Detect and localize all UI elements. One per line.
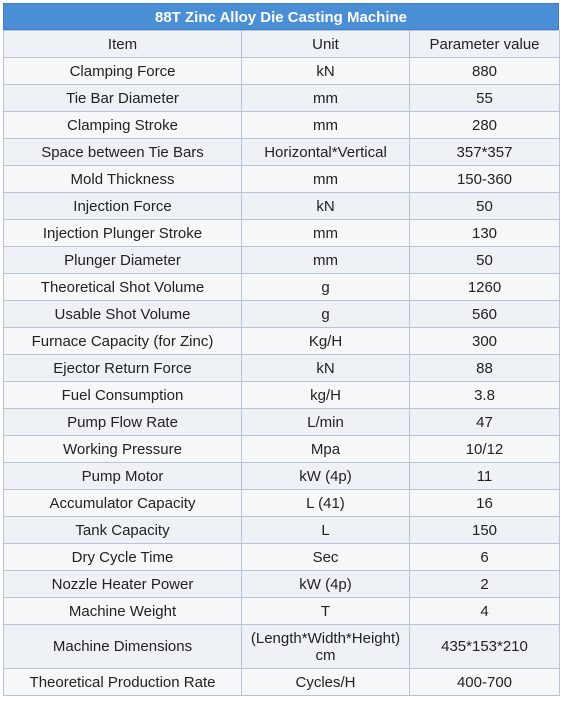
cell-item: Machine Dimensions [4, 625, 242, 669]
table-row [4, 355, 560, 382]
cell-item: Space between Tie Bars [4, 139, 242, 166]
cell-unit: mm [242, 85, 410, 112]
cell-value: 11 [410, 463, 560, 490]
header-value: Parameter value [410, 31, 560, 58]
cell-item: Clamping Stroke [4, 112, 242, 139]
cell-unit: kg/H [242, 382, 410, 409]
cell-unit: mm [242, 112, 410, 139]
cell-item: Working Pressure [4, 436, 242, 463]
table-row [4, 490, 560, 517]
cell-item: Injection Force [4, 193, 242, 220]
cell-value: 55 [410, 85, 560, 112]
table-row [4, 409, 560, 436]
cell-value: 1260 [410, 274, 560, 301]
cell-value: 150 [410, 517, 560, 544]
cell-unit: g [242, 301, 410, 328]
table-row [4, 517, 560, 544]
cell-value: 435*153*210 [410, 625, 560, 669]
table-row [4, 544, 560, 571]
cell-unit: kW (4p) [242, 463, 410, 490]
table-row [4, 571, 560, 598]
table-row [4, 139, 560, 166]
cell-unit: Kg/H [242, 328, 410, 355]
spec-table [3, 30, 560, 696]
cell-item: Plunger Diameter [4, 247, 242, 274]
cell-item: Tie Bar Diameter [4, 85, 242, 112]
table-title: 88T Zinc Alloy Die Casting Machine [3, 3, 559, 30]
table-row [4, 220, 560, 247]
cell-value: 3.8 [410, 382, 560, 409]
cell-value: 2 [410, 571, 560, 598]
cell-unit: mm [242, 166, 410, 193]
cell-unit: mm [242, 247, 410, 274]
cell-unit: Sec [242, 544, 410, 571]
cell-item: Injection Plunger Stroke [4, 220, 242, 247]
cell-value: 150-360 [410, 166, 560, 193]
table-row [4, 301, 560, 328]
cell-value: 50 [410, 247, 560, 274]
cell-item: Ejector Return Force [4, 355, 242, 382]
table-row [4, 625, 560, 669]
cell-value: 47 [410, 409, 560, 436]
cell-unit: Cycles/H [242, 669, 410, 696]
table-row [4, 328, 560, 355]
cell-unit: g [242, 274, 410, 301]
table-row [4, 247, 560, 274]
table-row [4, 598, 560, 625]
table-row [4, 382, 560, 409]
cell-value: 300 [410, 328, 560, 355]
header-row [4, 31, 560, 58]
cell-unit: Horizontal*Vertical [242, 139, 410, 166]
cell-unit: mm [242, 220, 410, 247]
cell-value: 400-700 [410, 669, 560, 696]
cell-value: 357*357 [410, 139, 560, 166]
cell-unit: kN [242, 58, 410, 85]
cell-item: Usable Shot Volume [4, 301, 242, 328]
table-row [4, 274, 560, 301]
cell-value: 280 [410, 112, 560, 139]
table-row [4, 112, 560, 139]
cell-item: Pump Motor [4, 463, 242, 490]
cell-unit: Mpa [242, 436, 410, 463]
cell-item: Tank Capacity [4, 517, 242, 544]
cell-unit: (Length*Width*Height) cm [242, 625, 410, 669]
table-row [4, 85, 560, 112]
cell-unit: L (41) [242, 490, 410, 517]
table-row [4, 193, 560, 220]
cell-item: Pump Flow Rate [4, 409, 242, 436]
cell-value: 560 [410, 301, 560, 328]
spec-table-container [3, 3, 559, 696]
cell-item: Nozzle Heater Power [4, 571, 242, 598]
cell-value: 880 [410, 58, 560, 85]
cell-unit: L [242, 517, 410, 544]
cell-item: Machine Weight [4, 598, 242, 625]
cell-value: 130 [410, 220, 560, 247]
cell-value: 10/12 [410, 436, 560, 463]
cell-unit: kN [242, 355, 410, 382]
cell-item: Dry Cycle Time [4, 544, 242, 571]
cell-unit: kN [242, 193, 410, 220]
cell-value: 6 [410, 544, 560, 571]
cell-unit: L/min [242, 409, 410, 436]
header-unit: Unit [242, 31, 410, 58]
cell-item: Furnace Capacity (for Zinc) [4, 328, 242, 355]
table-row [4, 436, 560, 463]
cell-item: Fuel Consumption [4, 382, 242, 409]
cell-value: 16 [410, 490, 560, 517]
cell-item: Clamping Force [4, 58, 242, 85]
table-row [4, 58, 560, 85]
cell-item: Theoretical Shot Volume [4, 274, 242, 301]
cell-value: 4 [410, 598, 560, 625]
cell-value: 88 [410, 355, 560, 382]
cell-item: Theoretical Production Rate [4, 669, 242, 696]
cell-value: 50 [410, 193, 560, 220]
header-item: Item [4, 31, 242, 58]
cell-item: Accumulator Capacity [4, 490, 242, 517]
table-row [4, 463, 560, 490]
table-row [4, 669, 560, 696]
cell-unit: kW (4p) [242, 571, 410, 598]
cell-unit: T [242, 598, 410, 625]
table-row [4, 166, 560, 193]
cell-item: Mold Thickness [4, 166, 242, 193]
